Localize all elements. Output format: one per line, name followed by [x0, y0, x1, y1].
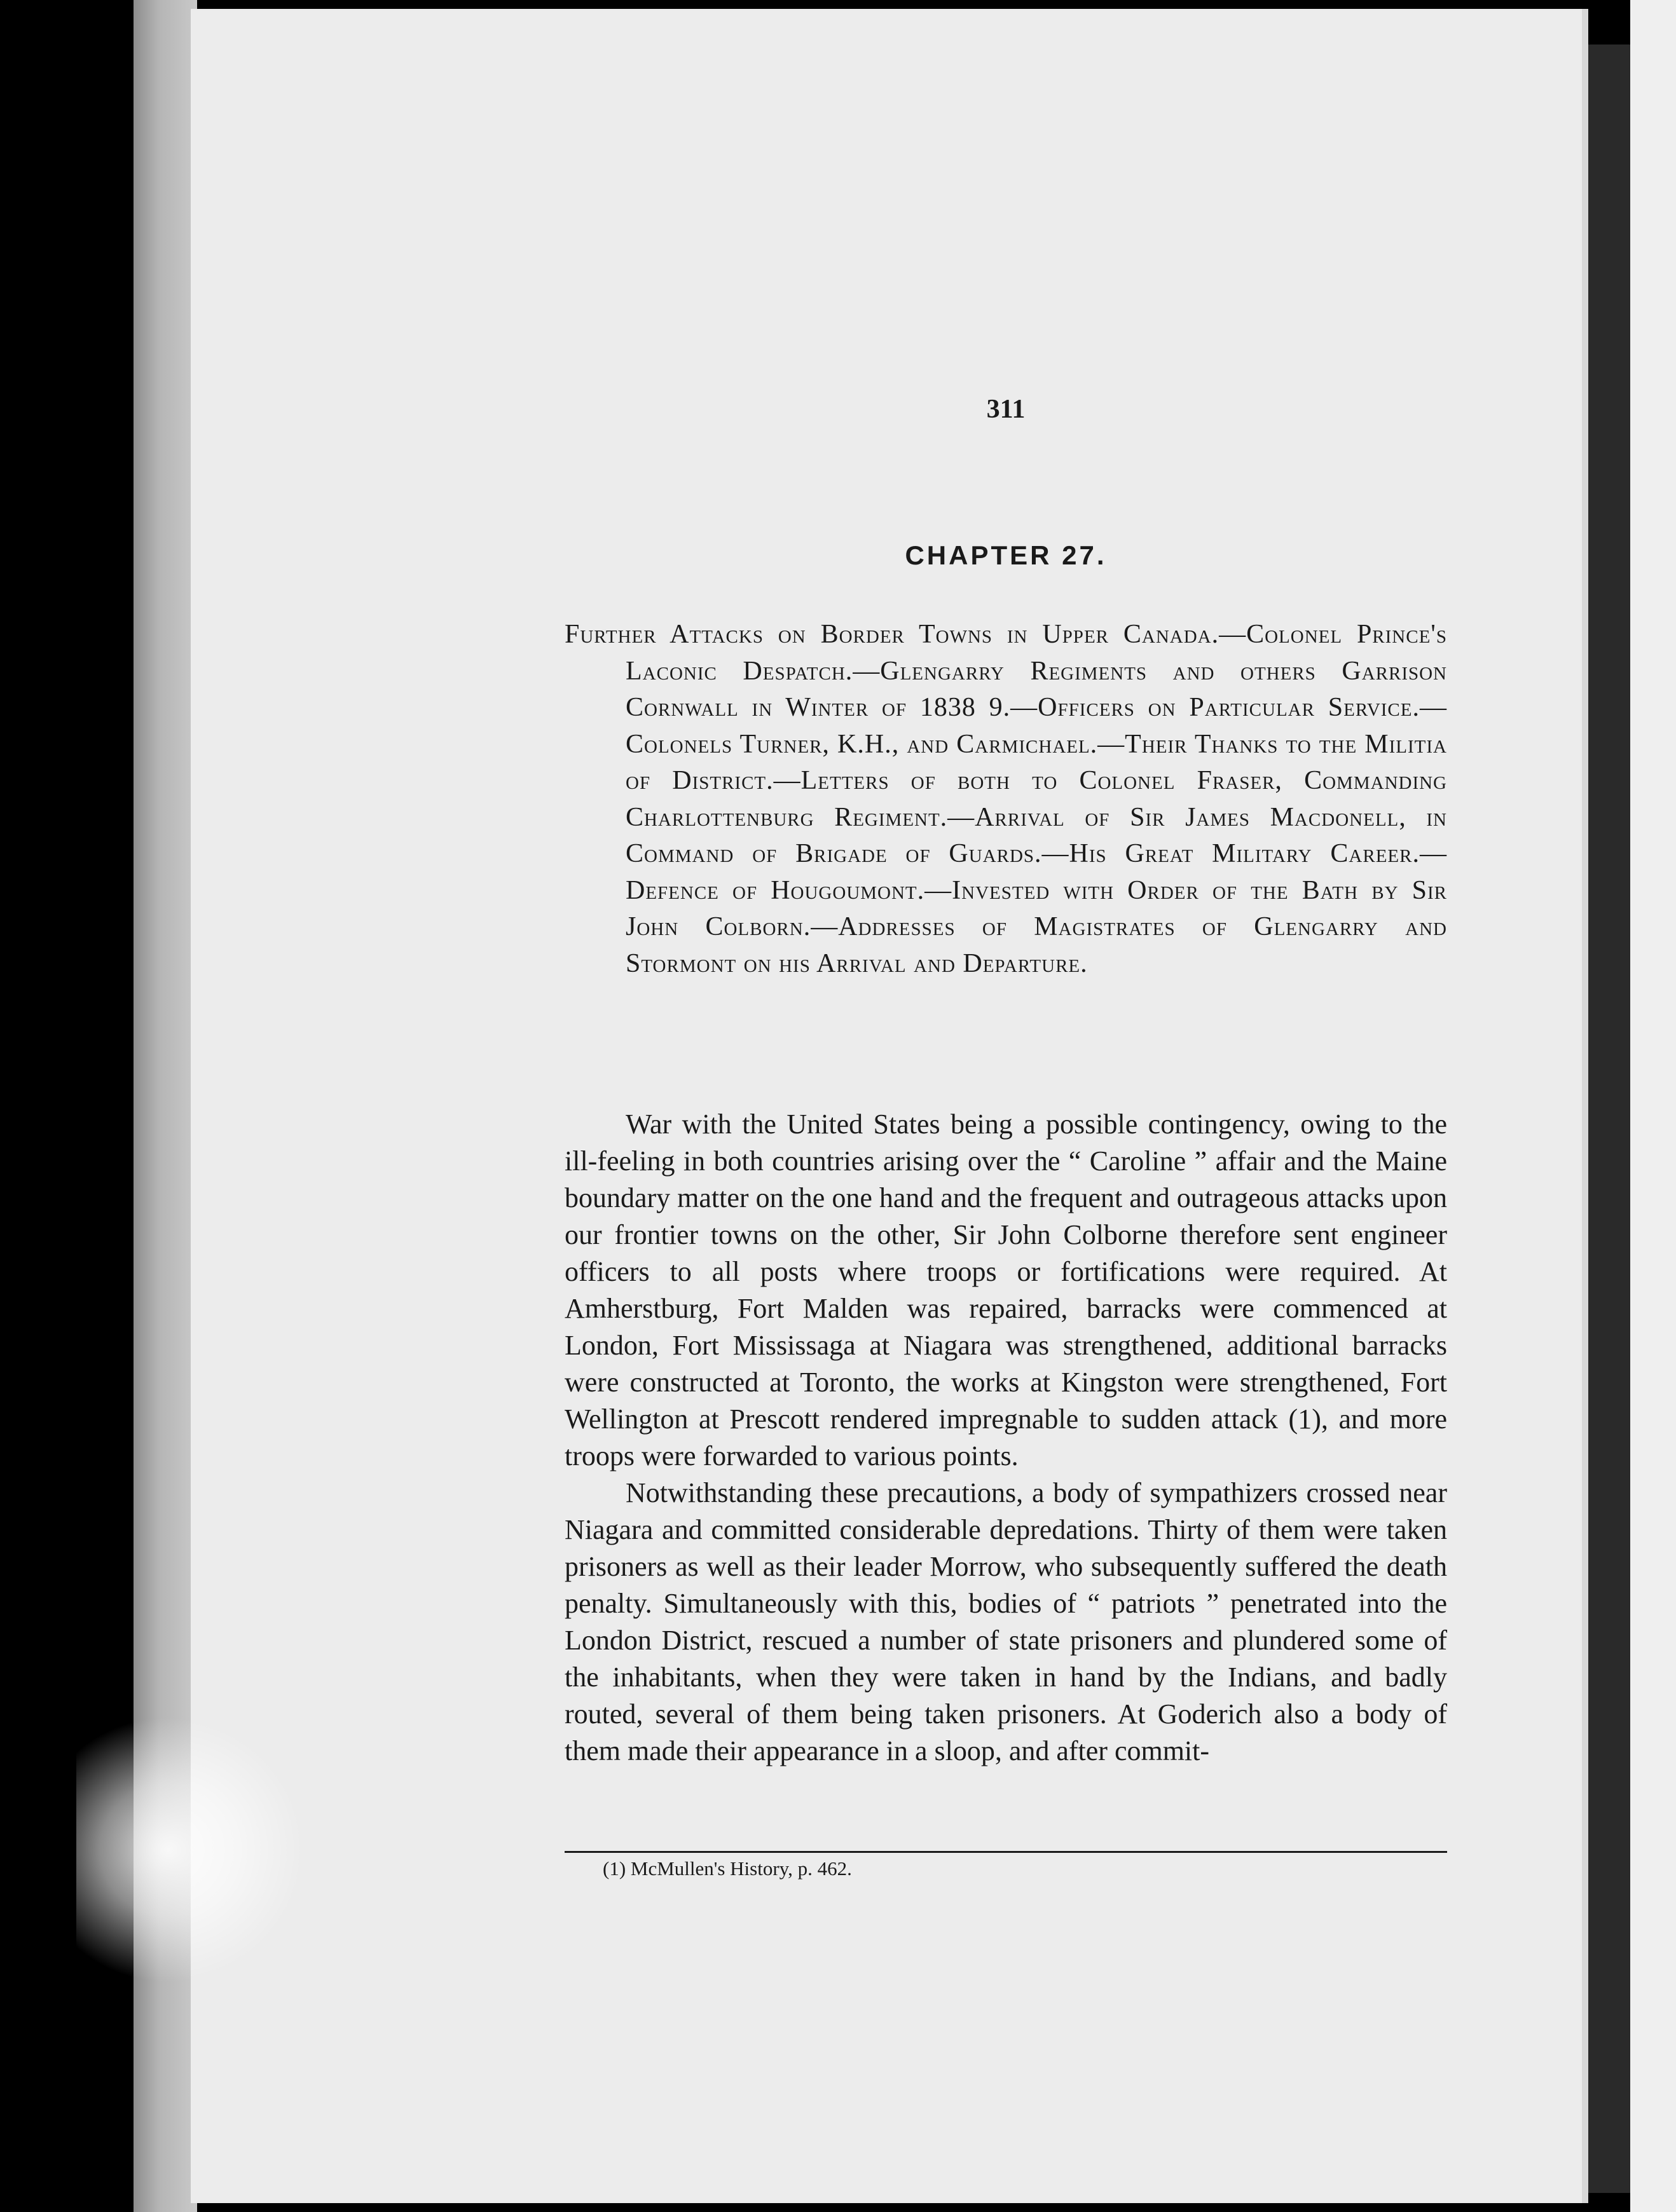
page-number: 311 [986, 395, 1026, 424]
chapter-title: CHAPTER 27. [905, 540, 1107, 570]
body-text [565, 1106, 1447, 1770]
footnote: (1) McMullen's History, p. 462. [603, 1857, 852, 1880]
next-page-edge [1630, 0, 1676, 2212]
chapter-summary: Further Attacks on Border Towns in Upper Canada.—Colonel Prince's Laconic Despatch.—Glengarry Regiments and others Garrison Cornwall in Winter of 1838 9.—Officers on Particular Service.—Colonels Turner, K.H., and Carmichael.—Their Thanks to the Militia of District.—Letters of both to Colonel Fraser, Commanding Charlottenburg Regiment.—Arrival of Sir James Macdonell, in Command of Brigade of Guards.—His Great Military Career.—Defence of Hougoumont.—Invested with Order of the Bath by Sir John Colborn.—Addresses of Magistrates of Glengarry and Stormont on his Arrival and Departure. [565, 620, 1447, 978]
paragraph: Notwithstanding these precautions, a body of sympathizers crossed near Niagara and committed considerable depredations. Thirty of them were taken prisoners as well as their leader Morrow, who subsequently suffered the death penalty. Simultaneously with this, bodies of “ patriots ” penetrated into the London District, rescued a number of state prisoners and plundered some of the inhabitants, when they were taken in hand by the Indians, and badly routed, several of them being taken prisoners. At Goderich also a body of them made their appearance in a sloop, and after commit- [565, 1477, 1447, 1766]
binding-shadow [1588, 44, 1630, 2193]
page-right-margin [1582, 9, 1588, 2203]
footnote-divider [565, 1851, 1447, 1853]
scan-smudge [76, 1716, 305, 1983]
paragraph: War with the United States being a possible contingency, owing to the ill-feeling in both countries arising over the “ Caroline ” affair and the Maine boundary matter on the one hand and the frequent and outrageous attacks upon our frontier towns on the other, Sir John Colborne therefore sent engineer officers to all posts where troops or fortifications were required. At Amherstburg, Fort Malden was repaired, barracks were commenced at London, Fort Mississaga at Niagara was strengthened, additional barracks were constructed at Toronto, the works at Kingston were strengthened, Fort Wellington at Prescott rendered impregnable to sudden attack (1), and more troops were forwarded to various points. [565, 1109, 1447, 1471]
